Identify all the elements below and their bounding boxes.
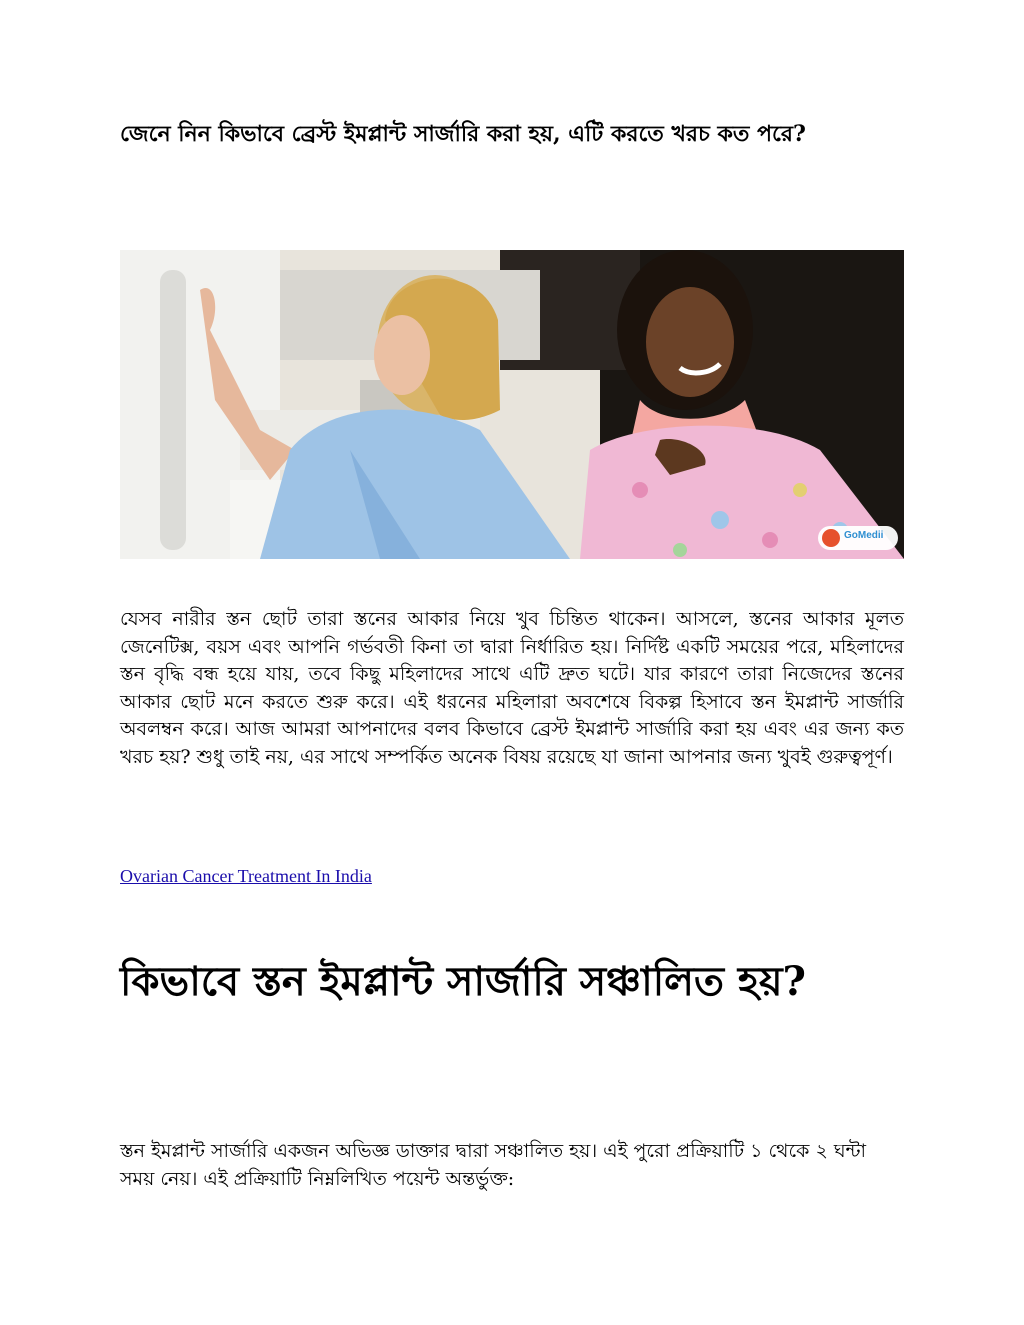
hero-photo — [120, 250, 904, 559]
intro-paragraph: যেসব নারীর স্তন ছোট তারা স্তনের আকার নিয়ে খুব চিন্তিত থাকেন। আসলে, স্তনের আকার মূলত জেনেটিক্স, বয়স এবং আপনি গর্ভবতী কিনা তা দ্বারা নির্ধারিত হয়। নির্দিষ্ট একটি সময়ের পরে, মহিলাদের স্তন বৃদ্ধি বন্ধ হয়ে যায়, তবে কিছু মহিলাদের সাথে এটি দ্রুত ঘটে। যার কারণে তারা নিজেদের স্তনের আকার ছোট মনে করতে শুরু করে। এই ধরনের মহিলারা অবশেষে বিকল্প হিসাবে স্তন ইমপ্লান্ট সার্জারি অবলম্বন করে। আজ আমরা আপনাদের বলব কিভাবে ব্রেস্ট ইমপ্লান্ট সার্জারি করা হয় এবং এর জন্য কত খরচ হয়? শুধু তাই নয়, এর সাথে সম্পর্কিত অনেক বিষয় রয়েছে যা জানা আপনার জন্য খুবই গুরুত্বপূর্ণ। — [120, 608, 904, 768]
gomedii-watermark: GoMedii — [844, 530, 884, 541]
section-heading: কিভাবে স্তন ইমপ্লান্ট সার্জারি সঞ্চালিত হয়? — [120, 958, 806, 1005]
page-title: জেনে নিন কিভাবে ব্রেস্ট ইমপ্লান্ট সার্জারি করা হয়, এটি করতে খরচ কত পরে? — [120, 121, 806, 147]
ovarian-cancer-link[interactable]: Ovarian Cancer Treatment In India — [120, 866, 372, 886]
section-paragraph: স্তন ইমপ্লান্ট সার্জারি একজন অভিজ্ঞ ডাক্তার দ্বারা সঞ্চালিত হয়। এই পুরো প্রক্রিয়াটি ১ থেকে ২ ঘন্টা সময় নেয়। এই প্রক্রিয়াটি নিম্নলিখিত পয়েন্ট অন্তর্ভুক্ত: — [120, 1140, 867, 1190]
